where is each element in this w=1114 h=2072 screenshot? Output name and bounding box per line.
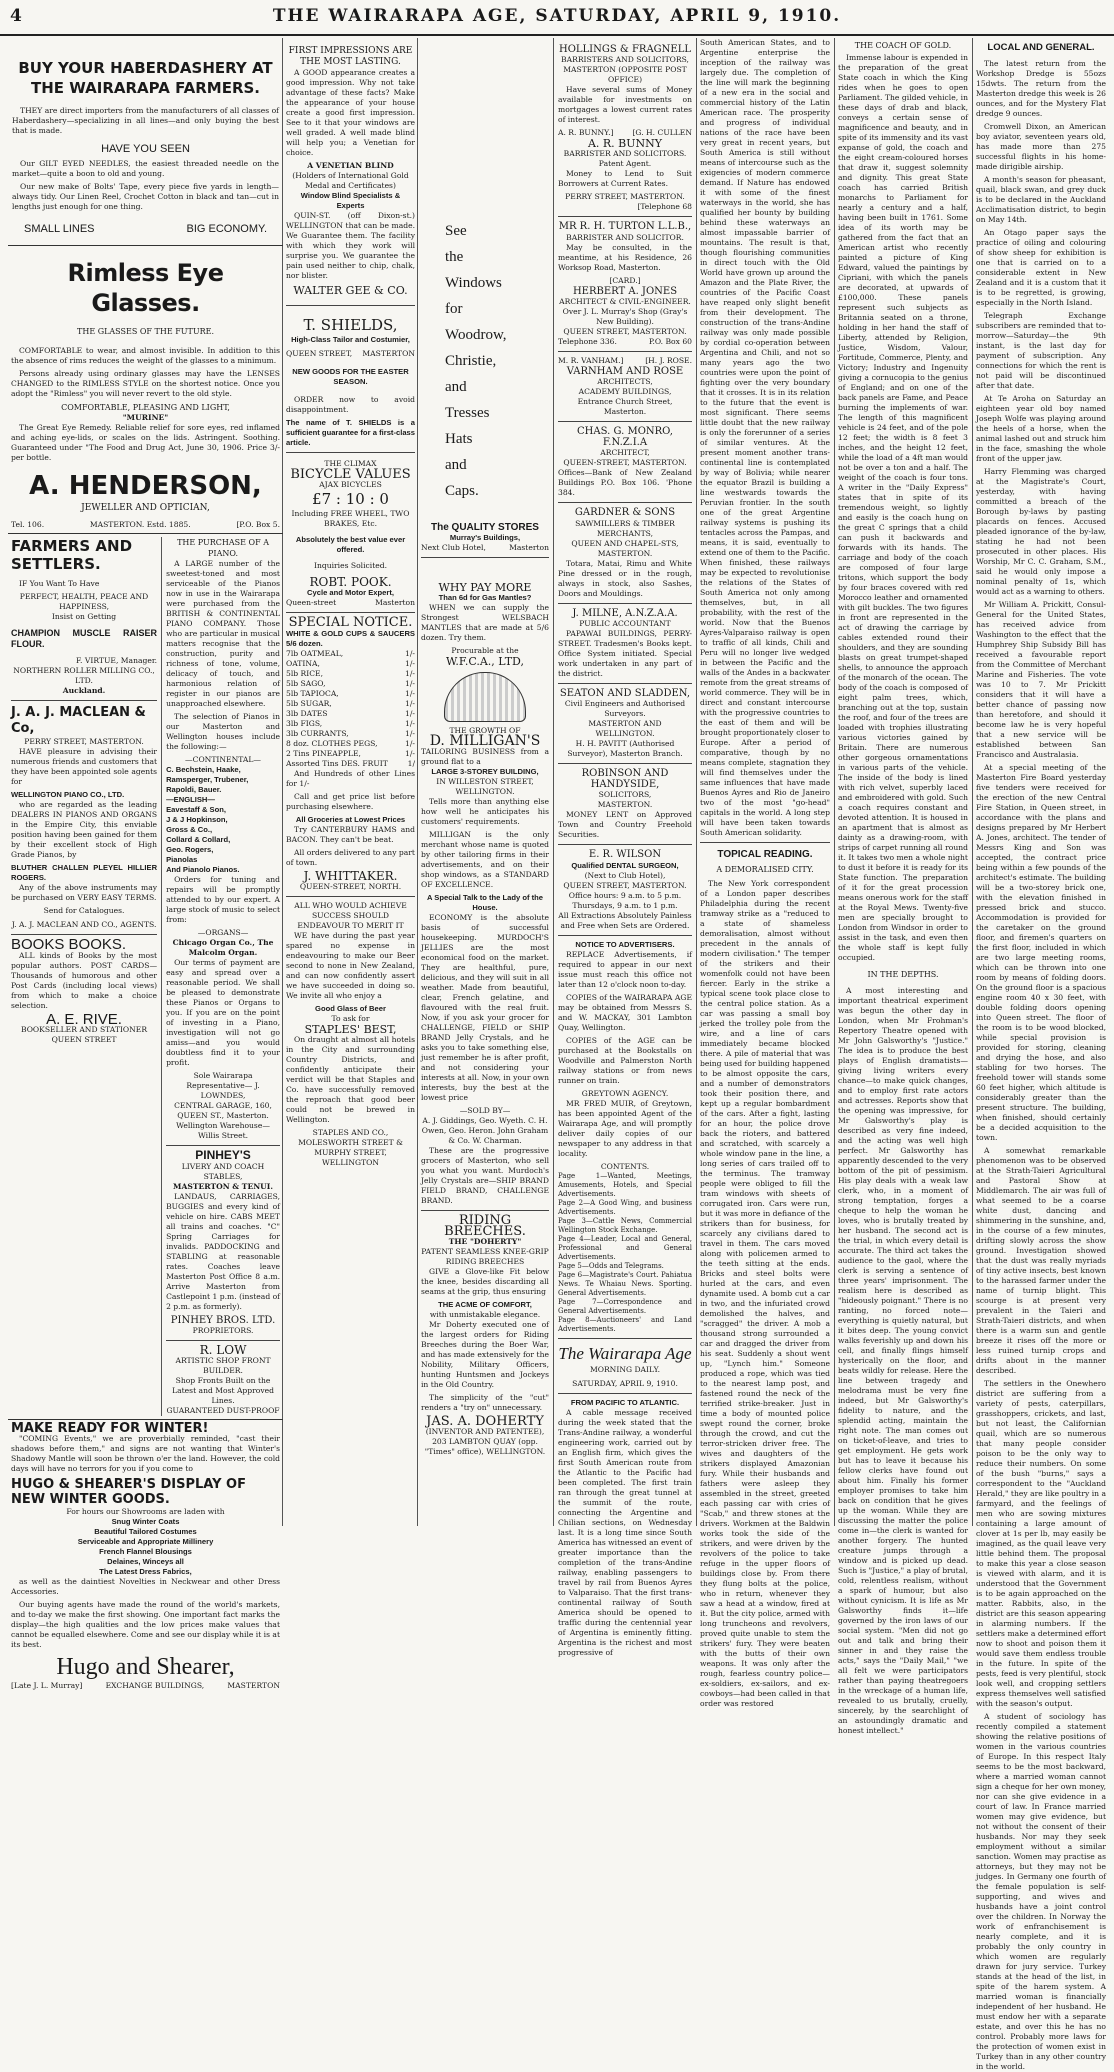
local-para: The latest return from the Workshop Dredge is 55ozs 15dwts. The return from the Masterton dredge this week is 26 ounces, and for the Mystery Flat dredge 9 ounces. — [976, 59, 1106, 119]
vanham-left: M. R. VANHAM.] — [558, 355, 624, 365]
draught-text: On draught at almost all hotels in the City and surrounding Country Districts, and confidently anticipate their verdict will be that Staples and Co. have successfully removed the reproach that good beer could not be brewed in Wellington. — [286, 1035, 415, 1125]
farmers-p1: IF You Want To Have — [19, 579, 100, 589]
henderson-addr: MASTERTON. Estd. 1885. — [89, 520, 191, 530]
shields-name: T. SHIELDS, — [303, 315, 398, 334]
shields-addr-right: MASTERTON — [362, 348, 415, 358]
continental-heading: —CONTINENTAL— — [185, 755, 261, 765]
pacific-title: FROM PACIFIC TO ATLANTIC. — [570, 1397, 680, 1407]
call-price-list: Call and get price list before purchasing elsewhere. — [286, 791, 415, 811]
milligan-text: Tells more than anything else how well he anticipates his customers' requirements. — [421, 796, 549, 826]
piano-brand: Ramsperger, Trubener, — [166, 775, 249, 785]
crest-image — [444, 672, 526, 722]
window-blind: Window Blind Specialists & Experts — [300, 191, 401, 211]
hugo-line: Snug Winter Coats — [111, 1517, 180, 1527]
lowndes-addr: CENTRAL GARAGE, 160, QUEEN ST., Masterton. — [174, 1101, 272, 1121]
doherty-title: THE "DOHERTY" — [448, 1237, 522, 1247]
rimless-p1: COMFORTABLE to wear, and almost invisible. In addition to this the absence of rims reduces the weight of the glasses to a minimum. — [11, 345, 280, 365]
elegance: with unmistakable elegance. — [429, 1310, 541, 1320]
showrooms: For hours our Showrooms are laden with — [66, 1507, 225, 1517]
impressions-text: A GOOD appearance creates a good impression. Why not take advantage of these facts? Make the appearance of your house create a good first impression. See to it that your windows are well graded. A well made blind will help you; a Venetian for choice. — [286, 68, 415, 158]
staples-addr: MOLESWORTH STREET & MURPHY STREET, — [298, 1138, 403, 1158]
architects: ARCHITECTS, — [597, 377, 653, 387]
piano-brand: Eavestaff & Son, — [166, 805, 226, 815]
seaton-addr: MASTERTON AND WELLINGTON. — [588, 719, 662, 739]
vanham-right: [H. J. ROSE. — [645, 355, 692, 365]
price-row: 5lb SUGAR, 1/- — [286, 698, 415, 708]
doherty-addr: 203 LAMBTON QUAY (opp. "Times" office), WELLINGTON. — [424, 1437, 546, 1457]
monro-name: CHAS. G. MONRO, F.N.Z.I.A — [577, 426, 673, 449]
philadelphia-text: The New York correspondent of a London paper describes Philadelphia during the recent tramway strike as a "reduced to a state of shameless demoralisation, almost without precedent in the annals of modern civilisation." The temper of the strikers and their womenfolk could not have been fiercer. Early in the strike a typical scene took place close to the central police station. As a car was passing a small boy jerked the trolley pole from the wire, and a line of cars immediately became blocked there. A pile of material that was being used for building happened to be almost opposite the cars, and a number of demonstrators took their position there, and kept up a regular bombardment of the cars. After a fight, lasting for an hour, the police drove back the rioters, and battered and scratched, with scarcely a whole window pane in the line, a long series of cars trailed off to the terminus. The tramway people were obliged to fill the tram windows with sheets of corrugated iron. Cars were run, but it was more in defiance of the strikers than for business, for scarcely any civilians dared to travel in them. The cars moved along with policemen armed to the teeth sitting at the ends. Bricks and steel bolts were hurled at the cars, and even dynamite used. A bomb cut a car in two, and the infuriated crowd demolished the halves, and "scragged" the driver. A mob a thousand strong surrounded a car and dragged the driver from his seat. Suddenly a shout went up, "Lynch him." Someone produced a rope, which was tied to the nearest lamp post, and fastened round the neck of the terrified strike-breaker. Just in time a body of mounted police swept round the corner, broke through the crowd, and cut the terror-stricken driver free. The wives and daughters of the strikers displayed Amazonian fury. While their husbands and fathers were asleep they assembled in the street, greeted each passing car with cries of "Scab," and threw stones at the drivers. Workmen at the Baldwin works took the side of the strikers, and were driven by the revolvers of the police to take refuge in the upper floors of buildings close by. From there they flung bolts at the police, who in return, whenever they saw a head at a window, fired at it. But the city police, armed with long truncheons and revolvers, proved quite unable to stem the strikers' fury. They were beaten with the butts of their own weapons. It was only after the rough, fearless country police—ex-soldiers, ex-sailors, and ex-cowboys—had been called in that order was restored — [700, 879, 830, 1709]
sellers: A. J. Giddings, Geo. Wyeth. C. H. Owen, Geo. Heron. John Graham & Co. W. Charman. — [421, 1115, 549, 1145]
hugo-text3: Our buying agents have made the round of the world's markets, and to-day we make the first showing. One important fact marks the display—the high qualities and the low prices make values that cannot be equalled elsewhere. Come and see our display while it is at its best. — [11, 1600, 280, 1650]
piano-brand: —ENGLISH— — [166, 795, 216, 805]
milligan-text2: MILLIGAN is the only merchant whose name is quoted by other tailoring firms in their advertisements, and on their shop windows, as a STANDARD OF EXCELLENCE. — [421, 829, 549, 889]
best-value: Absolutely the best value ever offered. — [295, 535, 406, 555]
milne-sub: PUBLIC ACCOUNTANT — [579, 618, 671, 628]
jones-text: Over J. L. Murray's Shop (Gray's New Building). — [562, 306, 688, 326]
column-5 — [697, 38, 833, 1709]
piano-brand: Rapoldi, Bauer. — [166, 785, 222, 795]
rimless-subtitle: THE GLASSES OF THE FUTURE. — [77, 327, 214, 337]
local-para: A somewhat remarkable phenomenon was to be observed at the Strath-Taieri Agricultural and Pastoral Show at Middlemarch. The air was full of what seemed to be a coarse white dust, dancing and shimmering in the sunshine, and, in the course of a few minutes, drifting slowly across the show ground. Investigation showed that the dust was really myriads of tiny active insects, best known to the harassed farmer under the name of turnip blight. This scourge is at present very prevalent in the Taieri and Strath-Taieri districts, and when there is a warm sun and gentle breeze it rises off the more or less ruined turnip crops and drifts about in the manner described. — [976, 1146, 1106, 1376]
pook-subtitle: Cycle and Motor Expert, — [307, 588, 394, 598]
column-1a — [11, 537, 157, 1416]
notice-advertisers: NOTICE TO ADVERTISERS. — [575, 939, 675, 949]
contents-item: Page 4—Leader, Local and General, Professional and General Advertisements. — [558, 1234, 692, 1261]
masthead — [0, 0, 1114, 36]
office-hours: Office hours: 9 a.m. to 5 p.m. Thursdays, 9 a.m. to 1 p.m. — [568, 890, 682, 910]
easter-goods: NEW GOODS FOR THE EASTER SEASON. — [292, 366, 409, 386]
groceries: All Groceries at Lowest Prices — [295, 814, 406, 824]
bunny-left: A. R. BUNNY.] — [558, 128, 614, 138]
whittaker-addr: QUEEN-STREET, NORTH. — [299, 881, 402, 891]
pook-addr-right: Masterton — [375, 598, 415, 608]
rimless-title: Rimless Eye Glasses. — [67, 259, 224, 318]
winter-title: MAKE READY FOR WINTER! — [11, 1421, 209, 1437]
copies-text2: COPIES of the AGE can be purchased at the Bookstalls on Woodville and Palmerston North railway stations or from news runner on train. — [558, 1035, 692, 1085]
proprietors: PROPRIETORS. — [192, 1325, 254, 1335]
hollings-text: Have several sums of Money available for investments on mortgages a lowest current rates of interest. — [558, 85, 692, 125]
piano-brand: J & J Hopkinson, — [166, 815, 228, 825]
extractions: All Extractions Absolutely Painless and Free when Sets are Ordered. — [558, 910, 692, 930]
jones-sub: ARCHITECT & CIVIL-ENGINEER. — [559, 296, 691, 306]
local-para: A month's season for pheasant, quail, black swan, and grey duck is to be declared in the Auckland Acclimatisation district, to begin on May 14th. — [976, 175, 1106, 225]
pinhey-bros: PINHEY BROS. LTD. — [170, 1314, 276, 1326]
price-list — [286, 649, 415, 769]
murray-buildings: Murray's Buildings, — [449, 533, 521, 543]
contents-item: Page 6—Magistrate's Court. Pahiatua News. Te Whaiau News. Sporting. General Advertisements. — [558, 1270, 692, 1297]
greytown-text: MR FRED MUIR, of Greytown, has been appointed Agent of the Wairarapa Age, and will promptly deliver daily copies of our newspaper to any address in that locality. — [558, 1098, 692, 1158]
farmers-title: FARMERS AND SETTLERS. — [11, 537, 133, 574]
milligan-name: D. MILLIGAN'S — [429, 732, 541, 749]
piano-brand: Collard & Collard, — [166, 835, 231, 845]
next-club: Next Club Hotel, — [421, 543, 486, 553]
bicycle-price: £7 : 10 : 0 — [312, 490, 389, 509]
notice-text: REPLACE Advertisements, if required to appear in our next issue must reach this office not later than 12 o'clock noon to-day. — [558, 949, 692, 989]
maclean-text2: who are regarded as the leading DEALERS IN PIANOS AND ORGANS in the Empire City, this enviable position having been gained for them by their excellent stock of High Grade Pianos, by — [11, 800, 158, 860]
pinhey-subtitle: LIVERY AND COACH STABLES, — [181, 1161, 265, 1181]
henderson-tel: Tel. 106. — [11, 520, 45, 530]
money-to-lend: Money to Lend to Suit Borrowers at Current Rates. — [558, 169, 692, 189]
dental-surgeon: Qualified DENTAL SURGEON, — [571, 860, 679, 870]
local-para: The settlers in the Onewhero district are suffering from a variety of pests, caterpillars, grasshoppers, crickets, and last, but not least, the Californian quail, which are so numerous that many people consider poison to be the only way to reduce their numbers. On some of the bush "burns," says a correspondent to the "Auckland Herald," they are like poultry in a farmyard, and the feelings of men who are sowing mixtures containing a large amount of clover at 1s per lb, may easily be imagined, as the quail leave very little behind them. The proposal to make this year a close season is viewed with alarm, and it is understood that the Government is to be again approached on the matter. Rabbits, also, in the district are this season appearing in alarming numbers. If the settlers make a determined effort now to shoot and poison them it would save them endless trouble in the future. In spite of the pests, feed is very plentiful, stock look well, and cropping settlers express themselves well satisfied with the season's output. — [976, 1379, 1106, 1709]
piano-brand: Gross & Co., — [166, 825, 213, 835]
why-pay-more: WHY PAY MORE — [438, 581, 532, 595]
lowndes-warehouse: Wellington Warehouse—Willis Street. — [176, 1121, 270, 1141]
willeston: IN WILLESTON STREET, WELLINGTON. — [436, 776, 534, 796]
local-para: Mr William A. Prickitt, Consul-General for the United States, has received advice from Washington to the effect that the Humphrey Ship Subsidy Bill has received a favourable report from the Committee of Merchant Marine and Fisheries. The vote was 10 to 7. Mr Prickitt considers that it will have a better chance of passing now than heretofore, and should it become law he is very hopeful that a new service will be established between San Francisco and Australasia. — [976, 600, 1106, 760]
pacific-text: A cable message received during the week stated that the Trans-Andine railway, a wonderful engineering work, carried out by an English firm, which gives the first South American route from the Atlantic to the Pacific had been completed. The first train ran through the great tunnel at the summit of the route, connecting the Argentine and Chilian sections, on Wednesday last. It is a long time since South America has witnessed an event of greater importance than the completion of the trans-Andine railway, enabling passengers to travel by rail from Buenos Ayres to Valparaiso. That the first trans-continental railway of South America should be opened to traffic during the centennial year of Argentina is eminently fitting. Argentina is the richest and most progressive of — [558, 1407, 692, 1657]
see-windows: See the Windows for Woodrow, Christie, and Tresses Hats and Caps. — [445, 223, 507, 499]
maclean-title: J. A. J. MACLEAN & Co, — [11, 705, 146, 737]
ask-for: To ask for — [331, 1013, 370, 1023]
have-you-seen: HAVE YOU SEEN — [101, 143, 190, 155]
jones-tel: Telephone 336. — [558, 336, 617, 346]
column-rule — [553, 38, 554, 1526]
vanham-name: VARNHAM AND ROSE — [566, 365, 684, 377]
masthead-title: THE WAIRARAPA AGE, SATURDAY, APRIL 9, 1910. — [272, 6, 842, 26]
champion-flour: CHAMPION MUSCLE RAISER FLOUR. — [11, 628, 158, 650]
contents-item: Page 5—Odds and Telegrams. — [558, 1261, 664, 1270]
piano-brand-list — [166, 765, 280, 875]
pook-name: ROBT. POOK. — [309, 575, 392, 590]
next-club-hotel: (Next to Club Hotel), — [584, 870, 666, 880]
virtue-manager: F. VIRTUE, Manager. — [75, 656, 158, 666]
progressive-grocers: These are the progressive grocers of Masterton, who sell you what you want. Murdoch's Jelly Crystals are—SHIP BRAND FIELD BRAND, CHALLENGE BRAND. — [421, 1145, 549, 1205]
all-who-achieve: ALL WHO WOULD ACHIEVE SUCCESS SHOULD ENDEAVOUR TO MERIT IT — [294, 900, 407, 930]
pinhey-place: MASTERTON & TENUI. — [173, 1181, 273, 1191]
contents-item: Page 2—A Good Wing, and business Advertisements. — [558, 1198, 692, 1216]
maclean-addr: PERRY STREET, MASTERTON. — [24, 737, 144, 747]
low-name: R. LOW — [199, 1342, 247, 1357]
whittaker-name: J. WHITTAKER. — [303, 868, 398, 883]
hollings-addr: MASTERTON (OPPOSITE POST OFFICE) — [563, 65, 687, 85]
wilson-name: E. R. WILSON — [588, 849, 662, 861]
issue-date: SATURDAY, APRIL 9, 1910. — [572, 1378, 678, 1388]
copies-text: COPIES of the WAIRARAPA AGE may be obtained from Messrs S. and W. MACKAY, 301 Lambton Quay, Wellington. — [558, 992, 692, 1032]
farmers-p3: Insist on Getting — [51, 612, 117, 622]
pinhey-text: LANDAUS, CARRIAGES, BUGGIES and every kind of vehicle on hire. CABS MEET all trains and coaches. "C" Spring Carriages for invalids. PADDOCKING and STABLING at reasonable rates. Coaches leave Masterton Post Office 8 a.m. Arrive Masterton from Castlepoint 1 p.m. (instead of 2 p.m. as formerly). — [166, 1191, 280, 1311]
turton-text: May be consulted, in the meantime, at his Residence, 26 Worksop Road, Masterton. — [558, 242, 692, 272]
tailoring: TAILORING BUSINESS from a ground flat to a — [421, 746, 549, 766]
haberdashery-title: BUY YOUR HABERDASHERY AT THE WAIRARAPA FARMERS. — [18, 59, 273, 97]
bicycle-values: BICYCLE VALUES — [290, 466, 411, 482]
column-2 — [283, 38, 418, 1526]
ajax-bicycles: AJAX BICYCLES — [319, 480, 382, 490]
climax: THE CLIMAX — [324, 458, 377, 468]
academy: ACADEMY BUILDINGS, — [578, 387, 672, 397]
seaton-sub: Civil Engineers and Authorised Surveyors. — [564, 699, 686, 719]
hollings-title: HOLLINGS & FRAGNELL — [558, 44, 691, 55]
monro-offices: Offices—Bank of New Zealand Buildings P.O. Box 106. 'Phone 384. — [558, 468, 692, 498]
pacific-continued: South American States, and to Argentine enterprise the inception of the railway was largely due. The completion of the line will mark the beginning of a new era in the social and commercial history of the Latin American race. The prosperity and progress of individual nations of the race have been very great in recent years, but South America is still without means of intercourse such as the exigencies of modern commerce demand. If Nature has endowed it with some of the finest waterways in the world, she has qualified her bounty by building behind these waterways an almost impassable barrier of mountains. The result is that, though flourishing communities in direct touch with the Old World have grown up around the Amazon and the Plate River, the countries of the Pacific Coast have reaped only slight benefit from their development. The construction of the trans-Andine railway was only made possible by cordial co-operation between Argentina and Chili, and not so many years ago the two countries were upon the point of fighting over the very boundary that it crosses. It is in its relation to the future that the event is most significant. There seems little doubt that the new railway is only the forerunner of a series of similar ventures. At the present moment another trans-continental line is contemplated by way of Bolivia; while nearer the equator Brazil is building a line westwards towards the Peruvian frontier. In the south one of the great Argentine railway systems is pushing its tentacles across the Pampas, and means, it is said, eventually to extend one of them to the Pacific. When finished, these railways may be expected to revolutionise the relations of the States of South America not only among themselves, but, in all probability, with the rest of the world. Now that the Buenos Ayres-Valparaiso railway is open to traffic of all kinds, Chili and Peru will no longer live wedged in between the Pacific and the walls of the Andes in a backwater remote from the great streams of world commerce. They will be in direct and constant intercourse with the progressive countries to the east of them and will be brought proportionately closer to Europe. After a period of comparative, though by no means complete, stagnation they will find themselves under the same influences that have made Buenos Ayres and Rio de Janeiro two of the most "go-head" capitals in the world. A long step will have been taken towards South American solidarity. — [700, 38, 831, 837]
robinson-money: MONEY LENT on Approved Town and Country Freehold Securities. — [558, 810, 692, 840]
coach-title: THE COACH OF GOLD. — [854, 41, 952, 50]
venetian-sub: (Holders of International Gold Medal and Certificates) — [292, 171, 409, 191]
hugo-display: HUGO & SHEARER'S DISPLAY OF NEW WINTER GOODS. — [11, 1477, 246, 1508]
northern-milling: NORTHERN ROLLER MILLING CO., LTD. — [13, 666, 155, 686]
hugo-line: The Latest Dress Fabrics, — [99, 1567, 192, 1577]
contents-item: Page 7—Correspondence and General Advertisements. — [558, 1297, 692, 1315]
coach-text: Immense labour is expended in the preparation of the great State coach in which the King rides when he goes to open Parliament. The gilded vehicle, in these days of drab and black, conveys a certain sense of magnificence and beauty, and in spite of its immensity and its vast expanse of gold, the coach and the eight cream-coloured horses that draw it, suggest solemnity and dignity. This great State coach has carried British monarchs to Parliament for nearly a century and a half, having been built in 1761. Some idea of its worth may be gathered from the fact that an American artist who recently painted a picture of King Edward, valued the paintings by Cipriani, with which the panels are decorated, at upwards of £100,000. These panels represent such subjects as Britannia seated on a throne, holding in her hand the staff of Liberty, attended by Religion, Justice, Wisdom, Valour, Fortitude, Commerce, Plenty, and Victory; Industry and Ingenuity giving a cornucopia to the genius of England; and on one of the back panels are Fame, and Peace burning the implements of war. The length of this magnificent vehicle is 24 feet, and of the pole 12 feet; the width is 8 feet 3 inches, and the height 12 feet, while the load of a 4ft man would not be over a ton and a half. The weight of the coach is four tons. A writer in the "Daily Express" states that in spite of its tremendous weight, so lightly and easily is the coach hung on the great C springs that a child can push it backwards and forwards with its hands. The carriage and body of the coach are composed of four large tritons, which support the body by four braces covered with red Morocco leather and ornamented with gilt buckles. The two figures in front are represented in the act of drawing the carriage by cables extended round their shoulders, and they are sounding blasts on great trumpet-shaped shells, to announce the approach of the monarch of the ocean. The body of the coach is composed of eight palm trees, which, branching out at the top, sustain the roof, and four of the trees are loaded with trophies illustrating various victories gained by Britain. There are numerous other gorgeous ornamentations in various parts of the vehicle. The inside of the body is lined with rich velvet, superbly laced and embroidered with gold. Such a coach requires constant and devoted attention. It is housed in an apartment that is almost as dainty as a drawing-room, with strips of carpet running all round it. It takes two men a whole night to dust it before it is ready for its State function. The preparation of it for the great procession means onerous work for the staff at the Royal Mews. Twenty-five men are specially brought to London from Windsor in order to assist in the task, and even then the whole staff is kept fully occupied. — [838, 53, 968, 963]
local-para: Telegraph Exchange subscribers are reminded that to-morrow—Saturday—the 9th instant, is the last day for payment of subscription. Any connections for which the rent is not paid will be discontinued after that date. — [976, 311, 1106, 391]
inquiries: Inquiries Solicited. — [313, 561, 388, 571]
column-1 — [8, 38, 283, 1691]
farmers-p2: PERFECT, HEALTH, PEACE AND HAPPINESS, — [19, 592, 149, 612]
robinson-name: ROBINSON AND HANDYSIDE, — [581, 768, 669, 791]
merit-text: WE have during the past year spared no expense in endeavouring to make our Beer second to none in New Zealand, and can now confidently assert we have succeeded in doing so. We invite all who enjoy a — [286, 930, 415, 1000]
price-row: 5lb TAPIOCA, 1/- — [286, 688, 415, 698]
telephone: [Telephone 68 — [637, 202, 692, 212]
jones-box: P.O. Box 60 — [648, 336, 692, 346]
welsbach-text: WHEN we can supply the Strongest WELSBACH MANTLES that are made at 5/6 dozen. Try them. — [421, 603, 549, 643]
pook-addr-left: Queen-street — [286, 598, 337, 608]
shields-guarantee: The name of T. SHIELDS is a sufficient guarantee for a first-class article. — [286, 417, 415, 447]
morning-daily: MORNING DAILY. — [589, 1364, 661, 1374]
special-talk: A Special Talk to the Lady of the House. — [426, 892, 544, 912]
hugo-name: Hugo and Shearer, — [56, 1654, 235, 1681]
staples-best: STAPLES' BEST, — [304, 1022, 397, 1036]
wfca: W.F.C.A., LTD, — [446, 655, 524, 669]
next-club-place: Masterton — [509, 543, 549, 553]
card-label: [CARD.] — [609, 275, 641, 285]
gardner-sub: SAWMILLERS & TIMBER MERCHANTS, — [575, 518, 675, 538]
hundreds-lines: And Hundreds of other Lines for 1/- — [286, 768, 415, 788]
shields-addr-left: QUEEN STREET, — [286, 348, 353, 358]
turton-name: MR R. H. TURTON L.L.B., — [558, 221, 692, 233]
orders-delivered: All orders delivered to any part of town. — [286, 847, 415, 867]
doherty-name: JAS. A. DOHERTY — [426, 1414, 544, 1430]
price-row: 3lb FIGS, 1/- — [286, 718, 415, 728]
robinson-place: MASTERTON. — [597, 800, 653, 810]
jones-addr: QUEEN STREET, MASTERTON. — [563, 326, 687, 336]
hollings-sub: BARRISTERS AND SOLICITORS, — [561, 55, 689, 65]
local-para: At a special meeting of the Masterton Fire Board yesterday five tenders were received for the erection of the new Central Fire Station, in Queen street, in accordance with the plans and designs prepared by Mr Herbert A. Jones, architect. The tender of Messrs King and Son was accepted, the contract price being within a few pounds of the architect's estimate. The building will be a two-storey brick one, with the elevation finished in pressed brick and stucco. Accommodation is provided for the caretaker on the ground floor, and firemen's quarters on the first floor, included in which are two large meeting rooms, which can be thrown into one room by means of folding doors. On the ground floor is a spacious engine room 40 x 30 feet, with double folding doors opening into Queen street. The floor of the room is to be wood blocked, while special provision is provided for storing, cleaning and drying the hose, and also stabling for two horses. The freehold tower will stands some 60 feet higher, which altitude is considerably greater than the present structure. The building, when finished, should certainly be a decided acquisition to the town. — [976, 763, 1106, 1143]
gardner-text: Totara, Matai, Rimu and White Pine dressed or in the rough, always in stock, also Sashes, Doors and Mouldings. — [558, 558, 692, 598]
price-row: 3lb DATES 1/- — [286, 708, 415, 718]
simplicity: The simplicity of the "cut" renders a "try on" unnecessary. — [421, 1393, 549, 1413]
column-7 — [973, 38, 1109, 2072]
low-text2: Shop Fronts Built on the Latest and Most Approved Lines. — [172, 1376, 274, 1406]
monro-sub: ARCHITECT, — [600, 448, 650, 458]
rive-name: A. E. RIVE. — [46, 1010, 122, 1028]
lowndes: Sole Wairarapa Representative— J. LOWNDES, — [186, 1071, 260, 1101]
contents-item: Page 1—Wanted, Meetings, Amusements, Hotels, and Special Advertisements. — [558, 1171, 692, 1198]
impressions-title: FIRST IMPRESSIONS ARE THE MOST LASTING. — [288, 46, 413, 68]
walter-gee: WALTER GEE & CO. — [293, 284, 408, 298]
canterbury-hams: Try CANTERBURY HAMS and BACON. They can't be beat. — [286, 824, 415, 844]
seaton-name: SEATON AND SLADDEN, — [559, 687, 691, 699]
local-para: Cromwell Dixon, an American boy aviator, seventeen years old, has made more than 275 successful flights in his home-made dirigible airship. — [976, 122, 1106, 172]
guaranteed-dust-proof: GUARANTEED DUST-PROOF — [166, 1406, 280, 1416]
special-notice: SPECIAL NOTICE. — [288, 615, 413, 631]
piano-brand: Geo. Rogers, — [166, 845, 214, 855]
column-6 — [835, 38, 971, 1736]
wellington-piano: WELLINGTON PIANO CO., LTD. — [11, 790, 125, 800]
haberdashery-intro: THEY are direct importers from the manufacturers of all classes of Haberdashery—specializing in all lines—and only buying the best that is made. — [12, 106, 279, 135]
turton-sub: BARRISTER AND SOLICITOR. — [566, 232, 684, 242]
riding-breeches: RIDING BREECHES. — [444, 1212, 526, 1240]
bolts-tape: Our new make of Bolts' Tape, every piece five yards in length—always tidy. Our Linen Reel, Crochet Cotton in black and tan—cut in lengths just enough for one thing. — [12, 182, 279, 212]
bunny-sub: BARRISTER AND SOLICITORS. — [563, 149, 687, 159]
henderson-box: [P.O. Box 5. — [236, 520, 280, 530]
local-para: An Otago paper says the practice of oiling and colouring of show sheep for exhibition is one that is carried on to a considerable extent in New Zealand and it is a custom that it is to be regretted, is growing, especially in the North Island. — [976, 228, 1106, 308]
rive-subtitle: BOOKSELLER AND STATIONER QUEEN STREET — [20, 1024, 148, 1044]
local-para: Harry Flemming was charged at the Magistrate's Court, yesterday, with having committed a breach of the Borough by-laws by pasting placards on fences. Accused pleaded ignorance of the by-law, stating he had not been prosecuted in other places. His Worship, Mr C. C. Graham, S.M., said he would only impose a nominal penalty of 1s, which would act as a warning to others. — [976, 467, 1106, 597]
hugo-foot-right: MASTERTON — [227, 1681, 280, 1691]
auckland: Auckland. — [62, 686, 106, 696]
gas-mantles: Than 6d for Gas Mantles? — [438, 593, 532, 603]
column-3 — [418, 38, 552, 1526]
henderson-subtitle: JEWELLER AND OPTICIAN, — [81, 502, 210, 513]
wilson-addr: QUEEN STREET, MASTERTON. — [563, 880, 687, 890]
pinhey-title: PINHEY'S — [195, 1148, 251, 1163]
venetian-blind: A VENETIAN BLIND — [307, 161, 394, 171]
depths-text: A most interesting and important theatrical experiment was begun the other day in London, when Mr Frohman's Repertory Theatre opened with Mr John Galsworthy's "Justice." The idea is to produce the best plays of English dramatists—giving living writers every chance—to make quick changes, and to employ first rate actors and actresses. Reports show that the opening was impressive, for Mr Galsworthy's play is described as very fine indeed, and the acting was well high perfect. Mr Galsworthy has apparently descended to the very bottom of the pit of pessimism. His play deals with a weak law clerk, who, in a moment of strong temptation, forges a cheque to help the woman he loves, who is brutally treated by her husband. The second act is the trial, in which every detail is accurate. The third act takes the audience to the gaol, where the clerk is serving a sentence of three years' imprisonment. The realism here is described as "hideously poignant." There is no ranting, no forced note—everything is quietly natural, but it bites deep. The young convict walks feverishly up and down his cell, and finally flings himself hysterically on the floor, and beats wildly for release. Here the line between tragedy and melodrama must be very fine indeed, but Mr Galsworthy's fidelity to nature, and the splendid acting, maintain the right note. The man comes out on ticket-of-leave, and tries to get employment. He gets work but has to leave it because his fellow clerks have found out about him. Finally his former employer promises to take him back on condition that he gives up the woman. While they are discussing the matter the police come in—the clerk is wanted for another forgery. The hunted creature jumps through a window and is picked up dead. Such is "Justice," a play of brutal, cold, relentless realism, without a spark of humour, but also without cynicism. It is life as Mr Galsworthy finds it—life governed by the iron laws of our social system. "Men did not go out and talk and bring their sinner in and they raise the acts," says the "Daily Mail," "we all felt we were participators rather than paying theatregoers in the wreckage of a human life, revealed to us brutally, cruelly, sincerely, by the searchlight of an astoundingly dramatic and honest intellect." — [838, 986, 968, 1736]
piano-brand: C. Bechstein, Haake, — [166, 765, 241, 775]
monro-addr: QUEEN-STREET, MASTERTON. — [563, 458, 687, 468]
page-number: 4 — [10, 6, 22, 26]
milne-name: J. MILNE, A.N.Z.A.A. — [572, 607, 678, 619]
big-economy: BIG ECONOMY. — [186, 223, 267, 236]
patent-breeches: PATENT SEAMLESS KNEE-GRIP RIDING BREECHES — [421, 1247, 549, 1267]
hugo-line: Serviceable and Appropriate Millinery — [77, 1537, 214, 1547]
gardner-name: GARDNER & SONS — [574, 507, 676, 519]
shields-subtitle: High-Class Tailor and Costumier, — [291, 334, 410, 344]
contents-item: Page 3—Cattle News, Commercial Wellington Stock Exchange. — [558, 1216, 692, 1234]
local-para: A student of sociology has recently compiled a statement showing the relative positions of women in the various countries of Europe. In this respect Italy seems to be the most backward, where a married woman cannot sign a cheque for her own money, nor can she give evidence in a court of law. In France married women may give evidence, but not without the consent of their husbands. Nor may they seek employment without a similar sanction. Women may practise as attorneys, but they may not be judges. In Germany one fourth of the female population is self-supporting, and wives and husbands have a joint control over the children. In Norway the work of enfranchisement is nearly complete, and it is probably the only country in which women are regularly drawn for jury service. Turkey stands at the head of the list, in spite of the harem system. A married woman is financially independent of her husband. He must endow her with a separate estate, and over this he has no control. Probably more laws for the protection of women exist in Turkey than in any other country in the world. — [976, 1712, 1106, 2072]
glove-fit: GIVE a Glove-like Fit below the knee, besides discarding all seams at the grip, thus ensuring — [421, 1267, 549, 1297]
demoralised-city: A DEMORALISED CITY. — [716, 865, 814, 875]
cups-saucers: WHITE & GOLD CUPS & SAUCERS 5/6 dozen. — [286, 628, 415, 648]
milne-text: PAPAWAI BUILDINGS, PERRY-STREET. Tradesmen's Books kept. Office System initiated. Special work undertaken in any part of the district. — [558, 628, 692, 678]
local-general-title: LOCAL AND GENERAL. — [987, 42, 1095, 53]
organs-heading: —ORGANS— — [197, 928, 249, 938]
pavitt: H. H. PAVITT (Authorised Surveyor), Masterton Branch. — [567, 739, 683, 759]
good-glass: Good Glass of Beer — [315, 1003, 386, 1013]
piano-brands: BLUTHER CHALLEN PLEYEL HILLIER ROGERS. — [11, 863, 158, 883]
procurable: Procurable at the — [451, 646, 519, 656]
growth-of: THE GROWTH OF — [449, 725, 521, 735]
column-4 — [555, 38, 695, 1657]
price-row: 3lb CURRANTS, 1/- — [286, 728, 415, 738]
sold-by: —SOLD BY— — [459, 1105, 511, 1115]
price-row: OATINA, 1/- — [286, 658, 415, 668]
rimless-p3: COMFORTABLE, PLEASING AND LIGHT, — [61, 402, 230, 412]
column-1b — [161, 537, 280, 1416]
age-title: The Wairarapa Age — [558, 1343, 692, 1363]
staples-city: WELLINGTON — [321, 1158, 380, 1168]
hugo-line: Delaines, Winceys all — [107, 1557, 184, 1567]
contents-title: CONTENTS. — [600, 1161, 650, 1171]
patent-agent: Patent Agent. — [598, 159, 652, 169]
bunny-name: A. R. BUNNY — [587, 137, 663, 151]
price-row: 8 doz. CLOTHES PEGS, 1/- — [286, 738, 415, 748]
price-row: 2 Tins PINEAPPLE, 1/- — [286, 748, 415, 758]
depths-title: IN THE DEPTHS. — [867, 970, 939, 980]
books-title: BOOKS BOOKS. — [11, 936, 127, 954]
maclean-agents: J. A. J. MACLEAN AND CO., AGENTS. — [11, 920, 157, 930]
price-row: 5lb RICE, 1/- — [286, 668, 415, 678]
topical-reading: TOPICAL READING. — [717, 849, 813, 860]
murine-title: "MURINE" — [122, 412, 169, 422]
winter-text: "COMING Events," we are proverbially reminded, "cast their shadows before them," and signs are not wanting that Winter's Shadowy Mantle will soon be thrown o'er the land. However, the cold days will have no terrors for you if you come to — [11, 1434, 280, 1474]
contents-item: Page 8—Auctioneers' and Land Advertisements. — [558, 1315, 692, 1333]
price-row: 5lb SAGO, 1/- — [286, 678, 415, 688]
piano-text4: Our terms of payment are easy and spread over a reasonable period. We shall be pleased to demonstrate these Pianos or Organs to you. If you are on the point of investing in a Piano, investigation will not go amiss—and you would doubtless find it to your profit. — [166, 958, 280, 1068]
price-row: Assorted Tins DES. FRUIT 1/ — [286, 758, 415, 768]
small-lines: SMALL LINES — [24, 223, 95, 236]
local-para: At Te Aroha on Saturday an eighteen year old boy named Joseph Wolfe was playing around the heels of a horse, when the animal lashed out and struck him in the face, smashing the whole front of the upper jaw. — [976, 394, 1106, 464]
piano-text: A LARGE number of the sweetest-toned and most serviceable of the Pianos now in use in the Wairarapa were purchased from the BRITISH & CONTINENTAL PIANO COMPANY. Those who are particular in musical matters recognise that the construction, purity and richness of tone, volume, delicacy of touch, and harmonious relation of register in our pianos are unapproached elsewhere. — [166, 559, 280, 709]
hugo-line: Beautiful Tailored Costumes — [94, 1527, 197, 1537]
catalogues: Send for Catalogues. — [43, 906, 125, 916]
maclean-text: HAVE pleasure in advising their numerous friends and customers that they have been appointed sole agents for — [11, 747, 158, 787]
hugo-line: French Flannel Blousings — [99, 1547, 192, 1557]
economy-text: ECONOMY is the absolute basis of successful housekeeping. MURDOCH'S JELLIES are the most economical food on the market. They are healthful, pure, delicious, and they will suit in all weather. Made from beautiful, clear, French gelatine, and flavoured with the real fruit. Now, if you ask your grocer for CHALLENGE, FIELD or SHIP BRAND Jelly Crystals, and he asks you to take something else, just remember he is after profit, and not considering your interests at all. Now, in your own interests, buy the best at the lowest price — [421, 912, 549, 1102]
quality-stores: The QUALITY STORES — [431, 522, 539, 533]
contents-list — [558, 1172, 692, 1334]
gilt-eyed-needles: Our GILT EYED NEEDLES, the easiest threaded needle on the market—quite a boon to old and young. — [12, 159, 279, 179]
bunny-right: [G. H. CULLEN — [632, 128, 692, 138]
piano-title: THE PURCHASE OF A PIANO. — [177, 538, 269, 559]
murine-text: The Great Eye Remedy. Reliable relief for sore eyes, red inflamed and aching eye-lids, or scales on the lids. Astringent. Soothing. Guaranteed under "The Food and Drug Act, June 30, 1906. Price 3/- per bottle. — [11, 422, 280, 462]
doherty-subtitle: (INVENTOR AND PATENTEE), — [425, 1427, 545, 1437]
doherty-text: Mr Doherty executed one of the largest orders for Riding Breeches during the Boer War, and has made extensively for the Nobility, Military Officers, hunting Huntsmen and Jockeys in the Old Country. — [421, 1320, 549, 1390]
acme-comfort: THE ACME OF COMFORT, — [438, 1300, 532, 1310]
order-now: ORDER now to avoid disappointment. — [286, 394, 415, 414]
piano-brand: Pianolas — [166, 855, 198, 865]
greytown-agency: GREYTOWN AGENCY. — [581, 1088, 669, 1098]
free-wheel: Including FREE WHEEL, TWO BRAKES, Etc. — [291, 509, 410, 529]
organ-brands: Chicago Organ Co., The Malcolm Organ. — [172, 938, 274, 958]
hugo-foot-left: [Late J. L. Murray] — [11, 1681, 83, 1691]
low-text: ARTISTIC SHOP FRONT BUILDER. — [175, 1356, 271, 1376]
price-row: 7lb OATMEAL, 1/- — [286, 648, 415, 658]
entrance: Entrance Church Street, Masterton. — [577, 397, 673, 417]
hugo-text2: as well as the daintiest Novelties in Neckwear and other Dress Accessories. — [11, 1577, 280, 1597]
jones-name: HERBERT A. JONES — [572, 285, 678, 297]
gardner-addr: QUEEN AND CHAPEL-STS, MASTERTON. — [571, 538, 679, 558]
maclean-text3: Any of the above instruments may be purchased on VERY EASY TERMS. — [11, 883, 158, 903]
solicitors: SOLICITORS, — [598, 790, 652, 800]
staples-co: STAPLES AND CO., — [312, 1128, 389, 1138]
henderson-name: A. HENDERSON, — [29, 470, 262, 501]
hugo-foot-center: EXCHANGE BUILDINGS, — [105, 1681, 205, 1691]
piano-text2: The selection of Pianos in our Masterton and Wellington houses include the following:— — [166, 712, 280, 752]
piano-text3: Orders for tuning and repairs will be promptly attended to by our expert. A large stock of music to select from: — [166, 875, 280, 925]
three-storey: LARGE 3-STOREY BUILDING, — [431, 766, 539, 776]
rimless-p2: Persons already using ordinary glasses may have the LENSES CHANGED to the RIMLESS STYLE on the shortest notice. Once you adopt the "Rimless" you will never revert to the old style. — [11, 368, 280, 398]
piano-brand: And Pianolo Pianos. — [166, 865, 240, 875]
perry-street: PERRY STREET, MASTERTON. — [565, 192, 685, 202]
books-text: ALL kinds of Books by the most popular authors. POST CARDS—Thousands of humorous and other Post Cards (including local views) from which to make a choice selection. — [11, 950, 158, 1010]
quin-text: QUIN-ST. (off Dixon-st.) WELLINGTON that can be made. We Guarantee them. The facility with which they work will surprise you. We guarantee the pain used neither to chip, chalk, nor blister. — [286, 211, 415, 281]
